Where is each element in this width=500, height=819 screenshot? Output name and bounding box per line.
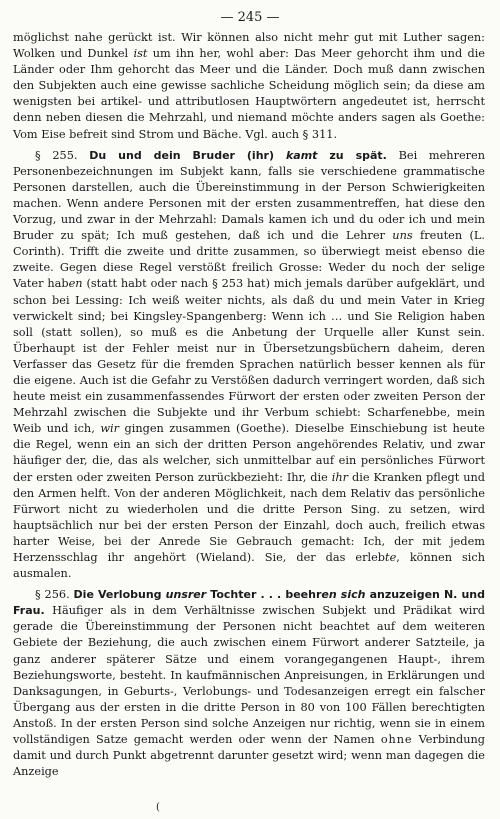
- section-255: § 255. Du und dein Bruder (ihr) kamt zu spät. Bei mehreren Personenbezeichnungen im Subjekt kann, falls sie verschiedene grammatische Personen darstellen, auch die Übereinstimmung in der Person Schwierigkeiten machen. Wenn andere Personen mit der ersten zusammentreffen, hat diese den Vorzug, und zwar in der Mehrzahl: Damals kamen ich und du oder ich und mein Bruder zu spät; Ich muß gestehen, daß ich und die Lehrer uns freuten (L. Corinth). Trifft die zweite und dritte zusammen, so überwiegt meist ebenso die zweite. Gegen diese Regel verstößt freilich Grosse: Weder du noch der selige Vater haben (statt habt oder nach § 253 hat) mich jemals darüber aufgeklärt, und schon bei Lessing: Ich weiß weiter nichts, als daß du und mein Vater in Krieg verwickelt sind; bei Kingsley-Spangenberg: Wenn ich … und Sie Religion haben soll (statt sollen), so muß es die Anbetung der Urquelle aller Kunst sein. Überhaupt ist der Fehler meist nur in Übersetzungsbüchern daheim, deren Verfasser das Gesetz für die fremden Sprachen natürlich besser kennen als für die eigene. Auch ist die Gefahr zu Verstößen dadurch verringert worden, daß sich heute meist ein zusammenfassendes Fürwort der ersten oder zweiten Person der Mehrzahl zwischen die Subjekte und ihr Verbum schiebt: Scharfenebbe, mein Weib und ich, wir gingen zusammen (Goethe). Dieselbe Einschiebung ist heute die Regel, wenn ein an sich der dritten Person angehörendes Relativ, und zwar häufiger der, die, das als welcher, sich unmittelbar auf ein persönliches Fürwort der ersten oder zweiten Person zurückbezieht: Ihr, die ihr die Kranken pflegt und den Armen helft. Von der anderen Möglichkeit, nach dem Relativ das persönliche Fürwort nicht zu wiederholen und die dritte Person Sing. zu setzen, wird hauptsächlich nur bei der ersten Person der Einzahl, doch auch, freilich etwas harter Weise, bei der Anrede Sie Gebrauch gemacht: Ich, der mit jedem Herzensschlag ihr angehört (Wieland). Sie, der das erlebte, können sich ausmalen.: [13, 148, 486, 581]
- section-number: § 256.: [35, 588, 74, 602]
- section-number: § 255.: [35, 148, 90, 162]
- section-256: § 256. Die Verlobung unsrer Tochter . . . beehren sich anzuzeigen N. und Frau. Häufiger als in dem Verhältnisse zwischen Subjekt und Prädikat wird gerade die Übereinstimmung der Personen nicht beachtet auf dem weiteren Gebiete der Beziehung, die auch zwischen einem Fürwort anderer Satzteile, ja ganz anderer späterer Sätze und einem vorangegangenen Haupt-, ihrem Beziehungsworte, besteht. In kaufmännischen Anpreisungen, in Erklärungen und Danksagungen, in Geburts-, Verlobungs- und Todesanzeigen erregt ein falscher Übergang aus der ersten in die dritte Person in 80 von 100 Fällen berechtigten Anstoß. In der ersten Person sind solche Anzeigen nur richtig, wenn sie in einem vollständigen Satze gemacht werden oder wenn der Namen ohne Verbindung damit und durch Punkt abgetrennt darunter gesetzt wird; wenn man dagegen die Anzeige: [13, 588, 486, 779]
- paragraph-continuation: möglichst nahe gerückt ist. Wir können also nicht mehr gut mit Luther sagen: Wolken und Dunkel ist um ihn her, wohl aber: Das Meer gehorcht ihm und die Länder oder Ihm gehorcht das Meer und die Länder. Doch muß dann zwischen den Subjekten auch eine gewisse sachliche Scheidung möglich sein; da diese am wenigsten bei artikel- und attributlosen Hauptwörtern angedeutet ist, herrscht denn neben diesen die Mehrzahl, und niemand möchte anders sagen als Goethe: Vom Eise befreit sind Strom und Bäche. Vgl. auch § 311.: [13, 31, 485, 141]
- section-heading: Die Verlobung unsrer Tochter . . . beehren sich anzuzeigen N. und Frau.: [13, 588, 485, 618]
- section-heading: Du und dein Bruder (ihr) kamt zu spät.: [89, 148, 387, 162]
- page-number: — 245 —: [220, 10, 280, 25]
- text-column: [13, 30, 485, 780]
- footer-mark: (: [156, 802, 160, 813]
